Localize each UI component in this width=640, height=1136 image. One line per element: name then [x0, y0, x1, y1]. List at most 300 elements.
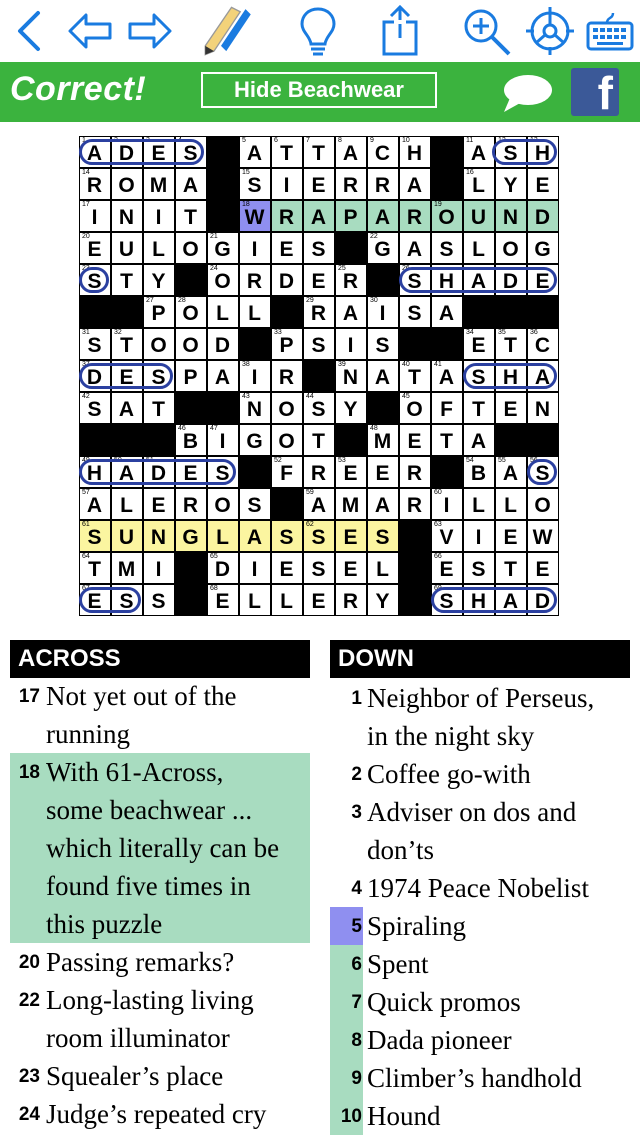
grid-cell[interactable]: [431, 392, 463, 424]
undo-icon[interactable]: [62, 4, 118, 58]
grid-cell[interactable]: [463, 264, 495, 296]
grid-cell[interactable]: [79, 136, 111, 168]
grid-cell[interactable]: [207, 232, 239, 264]
cell-letter: S: [215, 462, 231, 485]
cell-letter: A: [118, 462, 136, 485]
grid-cell[interactable]: [367, 520, 399, 552]
grid-block: [431, 168, 463, 200]
grid-cell[interactable]: [111, 328, 143, 360]
down-clue-9[interactable]: [330, 1059, 630, 1097]
grid-cell[interactable]: [527, 232, 559, 264]
cell-letter: H: [406, 142, 424, 165]
grid-cell[interactable]: [367, 328, 399, 360]
grid-cell[interactable]: [79, 264, 111, 296]
grid-cell[interactable]: [335, 264, 367, 296]
down-clue-1[interactable]: [330, 679, 630, 755]
grid-cell[interactable]: [271, 328, 303, 360]
cell-letter: S: [375, 334, 391, 357]
cell-letter: S: [311, 398, 327, 421]
grid-block: [239, 328, 271, 360]
grid-cell[interactable]: [271, 360, 303, 392]
grid-cell[interactable]: [431, 360, 463, 392]
grid-cell[interactable]: [79, 360, 111, 392]
cell-letter: L: [376, 558, 390, 581]
grid-cell[interactable]: [335, 328, 367, 360]
grid-cell[interactable]: [335, 200, 367, 232]
grid-cell[interactable]: [463, 488, 495, 520]
grid-cell[interactable]: [303, 264, 335, 296]
grid-cell[interactable]: [463, 328, 495, 360]
grid-cell[interactable]: [463, 424, 495, 456]
chat-bubble-icon[interactable]: [500, 72, 554, 119]
cell-letter: S: [439, 238, 455, 261]
grid-cell[interactable]: [527, 136, 559, 168]
grid-cell[interactable]: [495, 200, 527, 232]
grid-cell[interactable]: [495, 392, 527, 424]
cell-letter: R: [406, 206, 424, 229]
grid-cell[interactable]: [527, 328, 559, 360]
grid-cell[interactable]: [367, 360, 399, 392]
grid-cell[interactable]: [143, 264, 175, 296]
grid-cell[interactable]: [367, 136, 399, 168]
grid-cell[interactable]: [111, 264, 143, 296]
grid-cell[interactable]: [303, 456, 335, 488]
grid-cell[interactable]: [143, 520, 175, 552]
grid-cell[interactable]: [399, 168, 431, 200]
grid-cell[interactable]: [527, 200, 559, 232]
across-clue-20[interactable]: [10, 943, 310, 981]
grid-cell[interactable]: [399, 456, 431, 488]
grid-cell[interactable]: [111, 456, 143, 488]
grid-cell[interactable]: [335, 168, 367, 200]
grid-cell[interactable]: [175, 328, 207, 360]
clue-number: 23: [18, 1066, 40, 1087]
grid-cell[interactable]: [271, 584, 303, 616]
grid-cell[interactable]: [463, 584, 495, 616]
grid-cell[interactable]: [79, 392, 111, 424]
grid-cell[interactable]: [495, 136, 527, 168]
grid-cell[interactable]: [463, 520, 495, 552]
down-clue-4[interactable]: [330, 869, 630, 907]
grid-cell[interactable]: [79, 456, 111, 488]
grid-cell[interactable]: [303, 520, 335, 552]
down-clue-5[interactable]: [330, 907, 630, 945]
cell-number: 13: [530, 137, 538, 144]
grid-cell[interactable]: [399, 264, 431, 296]
grid-cell[interactable]: [527, 488, 559, 520]
grid-cell[interactable]: [239, 232, 271, 264]
clue-number: 3: [351, 802, 362, 823]
grid-cell[interactable]: [79, 520, 111, 552]
grid-cell[interactable]: [207, 296, 239, 328]
grid-cell[interactable]: [207, 328, 239, 360]
cell-number: 10: [402, 137, 410, 144]
cell-letter: L: [472, 174, 486, 197]
cell-letter: M: [341, 494, 361, 517]
grid-cell[interactable]: [239, 168, 271, 200]
down-clue-8[interactable]: [330, 1021, 630, 1059]
grid-cell[interactable]: [175, 200, 207, 232]
grid-cell[interactable]: [239, 200, 271, 232]
clue-number: 18: [18, 762, 40, 783]
grid-cell[interactable]: [399, 136, 431, 168]
grid-cell[interactable]: [111, 232, 143, 264]
cell-letter: D: [534, 206, 552, 229]
cell-letter: E: [119, 366, 135, 389]
redo-icon[interactable]: [122, 4, 178, 58]
cell-number: 65: [210, 553, 218, 560]
grid-cell[interactable]: [495, 456, 527, 488]
grid-cell[interactable]: [239, 552, 271, 584]
cell-letter: R: [342, 590, 360, 613]
grid-cell[interactable]: [175, 520, 207, 552]
grid-cell[interactable]: [527, 168, 559, 200]
grid-cell[interactable]: [367, 424, 399, 456]
grid-cell[interactable]: [143, 296, 175, 328]
status-text: Correct!: [10, 70, 147, 108]
grid-cell[interactable]: [495, 520, 527, 552]
grid-cell[interactable]: [367, 552, 399, 584]
grid-cell[interactable]: [431, 264, 463, 296]
grid-cell[interactable]: [271, 456, 303, 488]
grid-cell[interactable]: [303, 392, 335, 424]
grid-cell[interactable]: [175, 232, 207, 264]
clue-number: 24: [18, 1104, 40, 1125]
grid-cell[interactable]: [111, 200, 143, 232]
cell-number: 8: [338, 137, 342, 144]
settings-gear-icon[interactable]: [522, 4, 578, 58]
grid-cell[interactable]: [143, 488, 175, 520]
grid-cell[interactable]: [367, 584, 399, 616]
grid-cell[interactable]: [463, 232, 495, 264]
cell-letter: F: [440, 398, 454, 421]
grid-cell[interactable]: [431, 424, 463, 456]
grid-cell[interactable]: [79, 488, 111, 520]
grid-cell[interactable]: [271, 136, 303, 168]
grid-cell[interactable]: [175, 488, 207, 520]
grid-cell[interactable]: [143, 392, 175, 424]
cell-letter: I: [379, 302, 387, 325]
cell-letter: H: [534, 142, 552, 165]
grid-cell[interactable]: [495, 360, 527, 392]
grid-cell[interactable]: [143, 200, 175, 232]
cell-letter: E: [375, 462, 391, 485]
grid-cell[interactable]: [303, 488, 335, 520]
cell-letter: G: [214, 238, 232, 261]
grid-cell[interactable]: [399, 296, 431, 328]
grid-cell[interactable]: [431, 488, 463, 520]
grid-cell[interactable]: [495, 264, 527, 296]
down-clue-3[interactable]: [330, 793, 630, 869]
grid-cell[interactable]: [175, 424, 207, 456]
grid-cell[interactable]: [431, 520, 463, 552]
grid-cell[interactable]: [143, 552, 175, 584]
cell-letter: A: [374, 206, 392, 229]
grid-cell[interactable]: [335, 296, 367, 328]
grid-block: [431, 136, 463, 168]
cell-letter: S: [247, 174, 263, 197]
grid-cell[interactable]: [303, 136, 335, 168]
keyboard-icon[interactable]: [582, 4, 638, 58]
down-clue-2[interactable]: [330, 755, 630, 793]
grid-cell[interactable]: [367, 200, 399, 232]
grid-cell[interactable]: [335, 488, 367, 520]
grid-cell[interactable]: [527, 520, 559, 552]
grid-cell[interactable]: [399, 360, 431, 392]
grid-cell[interactable]: [271, 392, 303, 424]
grid-cell[interactable]: [239, 360, 271, 392]
cell-letter: L: [472, 494, 486, 517]
grid-cell[interactable]: [175, 296, 207, 328]
cell-number: 40: [402, 361, 410, 368]
zoom-icon[interactable]: [458, 4, 514, 58]
grid-cell[interactable]: [143, 232, 175, 264]
back-icon[interactable]: [2, 4, 58, 58]
across-clue-18[interactable]: [10, 753, 310, 943]
grid-cell[interactable]: [335, 456, 367, 488]
grid-cell[interactable]: [239, 392, 271, 424]
grid-cell[interactable]: [463, 360, 495, 392]
cell-letter: W: [244, 206, 266, 229]
cell-letter: M: [149, 174, 169, 197]
grid-cell[interactable]: [399, 232, 431, 264]
grid-cell[interactable]: [207, 360, 239, 392]
grid-cell[interactable]: [207, 520, 239, 552]
grid-cell[interactable]: [495, 552, 527, 584]
cell-letter: L: [472, 238, 486, 261]
grid-block: [207, 392, 239, 424]
grid-cell[interactable]: [495, 168, 527, 200]
cell-number: 27: [146, 297, 154, 304]
cell-letter: S: [311, 558, 327, 581]
grid-cell[interactable]: [527, 584, 559, 616]
grid-cell[interactable]: [175, 136, 207, 168]
across-clue-24[interactable]: [10, 1095, 310, 1133]
cell-letter: R: [310, 302, 328, 325]
grid-cell[interactable]: [207, 584, 239, 616]
grid-cell[interactable]: [367, 168, 399, 200]
grid-cell[interactable]: [111, 136, 143, 168]
grid-cell[interactable]: [79, 232, 111, 264]
grid-cell[interactable]: [367, 232, 399, 264]
cell-letter: M: [373, 430, 393, 453]
grid-cell[interactable]: [463, 456, 495, 488]
cell-letter: O: [214, 270, 232, 293]
grid-cell[interactable]: [527, 392, 559, 424]
clue-text: Spiraling: [367, 911, 466, 941]
cell-letter: R: [342, 270, 360, 293]
grid-cell[interactable]: [335, 360, 367, 392]
grid-cell[interactable]: [271, 424, 303, 456]
cell-number: 45: [402, 393, 410, 400]
grid-cell[interactable]: [527, 456, 559, 488]
grid-cell[interactable]: [399, 392, 431, 424]
grid-cell[interactable]: [303, 584, 335, 616]
cell-letter: E: [87, 238, 103, 261]
grid-block: [367, 392, 399, 424]
grid-cell[interactable]: [111, 488, 143, 520]
grid-cell[interactable]: [495, 232, 527, 264]
grid-cell[interactable]: [303, 296, 335, 328]
grid-cell[interactable]: [143, 136, 175, 168]
cell-letter: T: [504, 334, 518, 357]
grid-cell[interactable]: [271, 168, 303, 200]
grid-cell[interactable]: [367, 456, 399, 488]
grid-cell[interactable]: [303, 232, 335, 264]
grid-cell[interactable]: [239, 424, 271, 456]
grid-block: [175, 584, 207, 616]
grid-cell[interactable]: [79, 168, 111, 200]
grid-block: [175, 392, 207, 424]
grid-cell[interactable]: [111, 520, 143, 552]
grid-cell[interactable]: [495, 488, 527, 520]
grid-cell[interactable]: [303, 200, 335, 232]
grid-cell[interactable]: [335, 552, 367, 584]
grid-cell[interactable]: [399, 488, 431, 520]
grid-block: [207, 200, 239, 232]
grid-cell[interactable]: [79, 584, 111, 616]
grid-cell[interactable]: [463, 552, 495, 584]
grid-cell[interactable]: [271, 264, 303, 296]
grid-cell[interactable]: [143, 456, 175, 488]
grid-cell[interactable]: [335, 392, 367, 424]
grid-cell[interactable]: [527, 552, 559, 584]
grid-cell[interactable]: [527, 264, 559, 296]
cell-number: 66: [434, 553, 442, 560]
grid-cell[interactable]: [207, 552, 239, 584]
grid-cell[interactable]: [111, 552, 143, 584]
clue-text: some beachwear ...: [46, 795, 253, 825]
grid-cell[interactable]: [79, 200, 111, 232]
grid-cell[interactable]: [207, 488, 239, 520]
grid-cell[interactable]: [399, 200, 431, 232]
grid-cell[interactable]: [463, 136, 495, 168]
grid-cell[interactable]: [79, 328, 111, 360]
grid-cell[interactable]: [239, 264, 271, 296]
grid-cell[interactable]: [143, 328, 175, 360]
grid-cell[interactable]: [111, 360, 143, 392]
grid-cell[interactable]: [239, 488, 271, 520]
grid-cell[interactable]: [239, 136, 271, 168]
grid-cell[interactable]: [431, 552, 463, 584]
grid-cell[interactable]: [367, 488, 399, 520]
cell-letter: W: [532, 526, 554, 549]
cell-letter: A: [438, 366, 456, 389]
cell-number: 55: [498, 457, 506, 464]
grid-cell[interactable]: [207, 264, 239, 296]
grid-block: [527, 424, 559, 456]
cell-letter: R: [278, 206, 296, 229]
grid-cell[interactable]: [431, 296, 463, 328]
grid-cell[interactable]: [303, 552, 335, 584]
grid-cell[interactable]: [303, 328, 335, 360]
hint-lightbulb-icon[interactable]: [290, 4, 346, 58]
grid-cell[interactable]: [495, 584, 527, 616]
cell-letter: O: [118, 174, 136, 197]
grid-block: [271, 296, 303, 328]
grid-block: [303, 360, 335, 392]
clue-number: 8: [351, 1030, 362, 1051]
grid-cell[interactable]: [463, 200, 495, 232]
grid-cell[interactable]: [143, 584, 175, 616]
pencil-icon[interactable]: [200, 4, 256, 58]
cell-letter: I: [219, 430, 227, 453]
grid-cell[interactable]: [271, 232, 303, 264]
grid-cell[interactable]: [239, 296, 271, 328]
cell-number: 5: [242, 137, 246, 144]
grid-cell[interactable]: [303, 168, 335, 200]
grid-cell[interactable]: [399, 424, 431, 456]
grid-cell[interactable]: [335, 136, 367, 168]
share-icon[interactable]: [372, 4, 428, 58]
grid-cell[interactable]: [431, 200, 463, 232]
grid-cell[interactable]: [239, 520, 271, 552]
cell-letter: H: [438, 270, 456, 293]
cell-letter: O: [278, 430, 296, 453]
clue-text: this puzzle: [46, 909, 163, 939]
cell-letter: G: [246, 430, 264, 453]
grid-cell[interactable]: [303, 424, 335, 456]
grid-cell[interactable]: [207, 456, 239, 488]
grid-cell[interactable]: [111, 584, 143, 616]
grid-cell[interactable]: [175, 360, 207, 392]
grid-cell[interactable]: [271, 200, 303, 232]
cell-letter: O: [278, 398, 296, 421]
cell-letter: E: [503, 398, 519, 421]
grid-cell[interactable]: [335, 584, 367, 616]
grid-cell[interactable]: [271, 552, 303, 584]
toolbar: [0, 0, 640, 62]
grid-cell[interactable]: [143, 168, 175, 200]
down-clue-6[interactable]: [330, 945, 630, 983]
cell-letter: A: [214, 366, 232, 389]
grid-cell[interactable]: [79, 552, 111, 584]
across-clue-22[interactable]: [10, 981, 310, 1057]
across-clue-23[interactable]: [10, 1057, 310, 1095]
clue-text: don’ts: [367, 835, 435, 865]
grid-cell[interactable]: [175, 168, 207, 200]
grid-block: [431, 328, 463, 360]
grid-cell[interactable]: [463, 168, 495, 200]
grid-cell[interactable]: [239, 584, 271, 616]
crossword-grid[interactable]: [78, 135, 560, 617]
cell-letter: O: [182, 334, 200, 357]
grid-cell[interactable]: [271, 520, 303, 552]
grid-cell[interactable]: [463, 392, 495, 424]
grid-cell[interactable]: [111, 168, 143, 200]
grid-cell[interactable]: [143, 360, 175, 392]
grid-cell[interactable]: [111, 392, 143, 424]
grid-cell[interactable]: [335, 520, 367, 552]
across-clue-17[interactable]: [10, 677, 310, 753]
grid-cell[interactable]: [431, 232, 463, 264]
facebook-icon[interactable]: f: [571, 68, 619, 116]
grid-cell[interactable]: [431, 584, 463, 616]
cell-letter: O: [150, 334, 168, 357]
cell-letter: E: [471, 334, 487, 357]
grid-cell[interactable]: [207, 424, 239, 456]
grid-cell[interactable]: [175, 456, 207, 488]
down-clue-10[interactable]: [330, 1097, 630, 1135]
hide-beachwear-button[interactable]: Hide Beachwear: [201, 72, 437, 108]
grid-cell[interactable]: [495, 328, 527, 360]
grid-cell[interactable]: [367, 296, 399, 328]
grid-cell[interactable]: [527, 360, 559, 392]
cell-number: 11: [466, 137, 474, 144]
down-clue-7[interactable]: [330, 983, 630, 1021]
clue-text: Not yet out of the: [46, 681, 237, 711]
grid-block: [79, 424, 111, 456]
